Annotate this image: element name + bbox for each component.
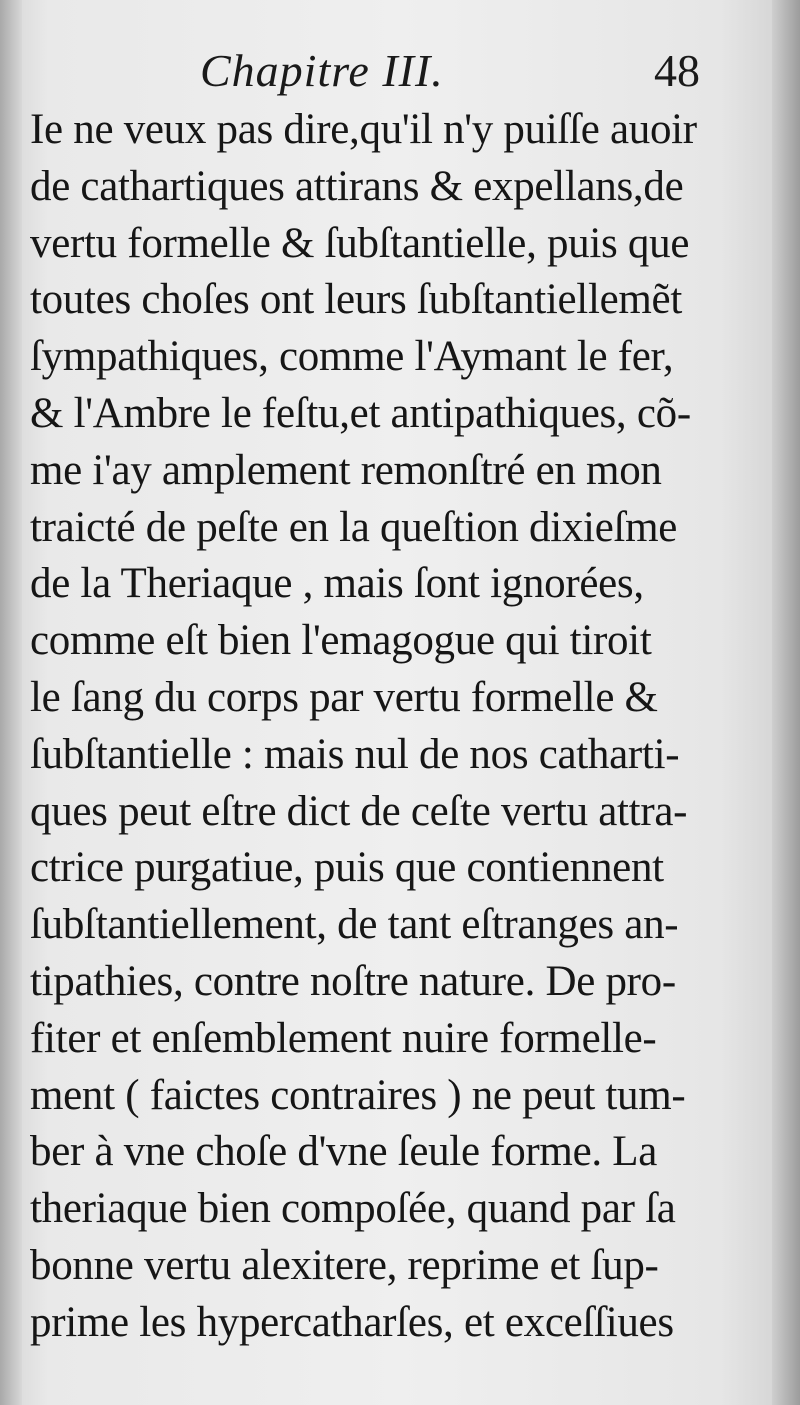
text-line: de la Theriaque , mais ſont ignorées,	[30, 560, 644, 608]
text-line: theriaque bien compoſée, quand par ſa	[30, 1185, 676, 1233]
text-line: Ie ne veux pas dire,qu'il n'y puiſſe auoir	[30, 106, 697, 153]
page-number: 48	[654, 45, 700, 96]
text-line: & l'Ambre le feſtu,et antipathiques, cõ-	[30, 389, 691, 437]
page-header	[40, 40, 760, 110]
text-line: ber à vne choſe d'vne ſeule forme. La	[30, 1128, 658, 1176]
text-line: ctrice purgatiue, puis que contiennent	[30, 844, 664, 892]
text-line: prime les hypercatharſes, et exceſſiues	[30, 1298, 674, 1346]
page-gutter-shadow	[0, 0, 22, 1405]
text-line: toutes choſes ont leurs ſubſtantiellemẽt	[30, 276, 682, 324]
body-text	[30, 102, 730, 1352]
text-line: ſympathiques, comme l'Aymant le fer,	[30, 333, 674, 381]
text-line: ment ( faictes contraires ) ne peut tum-	[30, 1071, 686, 1119]
text-line: bonne vertu alexitere, reprime et ſup-	[30, 1241, 659, 1289]
page-edge-shadow	[772, 0, 800, 1405]
text-line: de cathartiques attirans & expellans,de	[30, 162, 684, 210]
text-line: vertu formelle & ſubſtantielle, puis que	[30, 219, 690, 267]
text-line: comme eſt bien l'emagogue qui tiroit	[30, 617, 652, 665]
text-line: ques peut eſtre dict de ceſte vertu attra-	[30, 787, 688, 835]
text-line: tipathies, contre noſtre nature. De pro-	[30, 957, 676, 1005]
text-line: traicté de peſte en la queſtion dixieſme	[30, 503, 678, 551]
text-line: me i'ay amplement remonſtré en mon	[30, 446, 662, 494]
text-line: ſubſtantiellement, de tant eſtranges an-	[30, 901, 679, 949]
text-line: le ſang du corps par vertu formelle &	[30, 673, 658, 721]
text-line: fiter et enſemblement nuire formelle-	[30, 1014, 657, 1062]
text-line: ſubſtantielle : mais nul de nos catharti-	[30, 730, 680, 778]
running-title: Chapitre III.	[200, 45, 444, 96]
